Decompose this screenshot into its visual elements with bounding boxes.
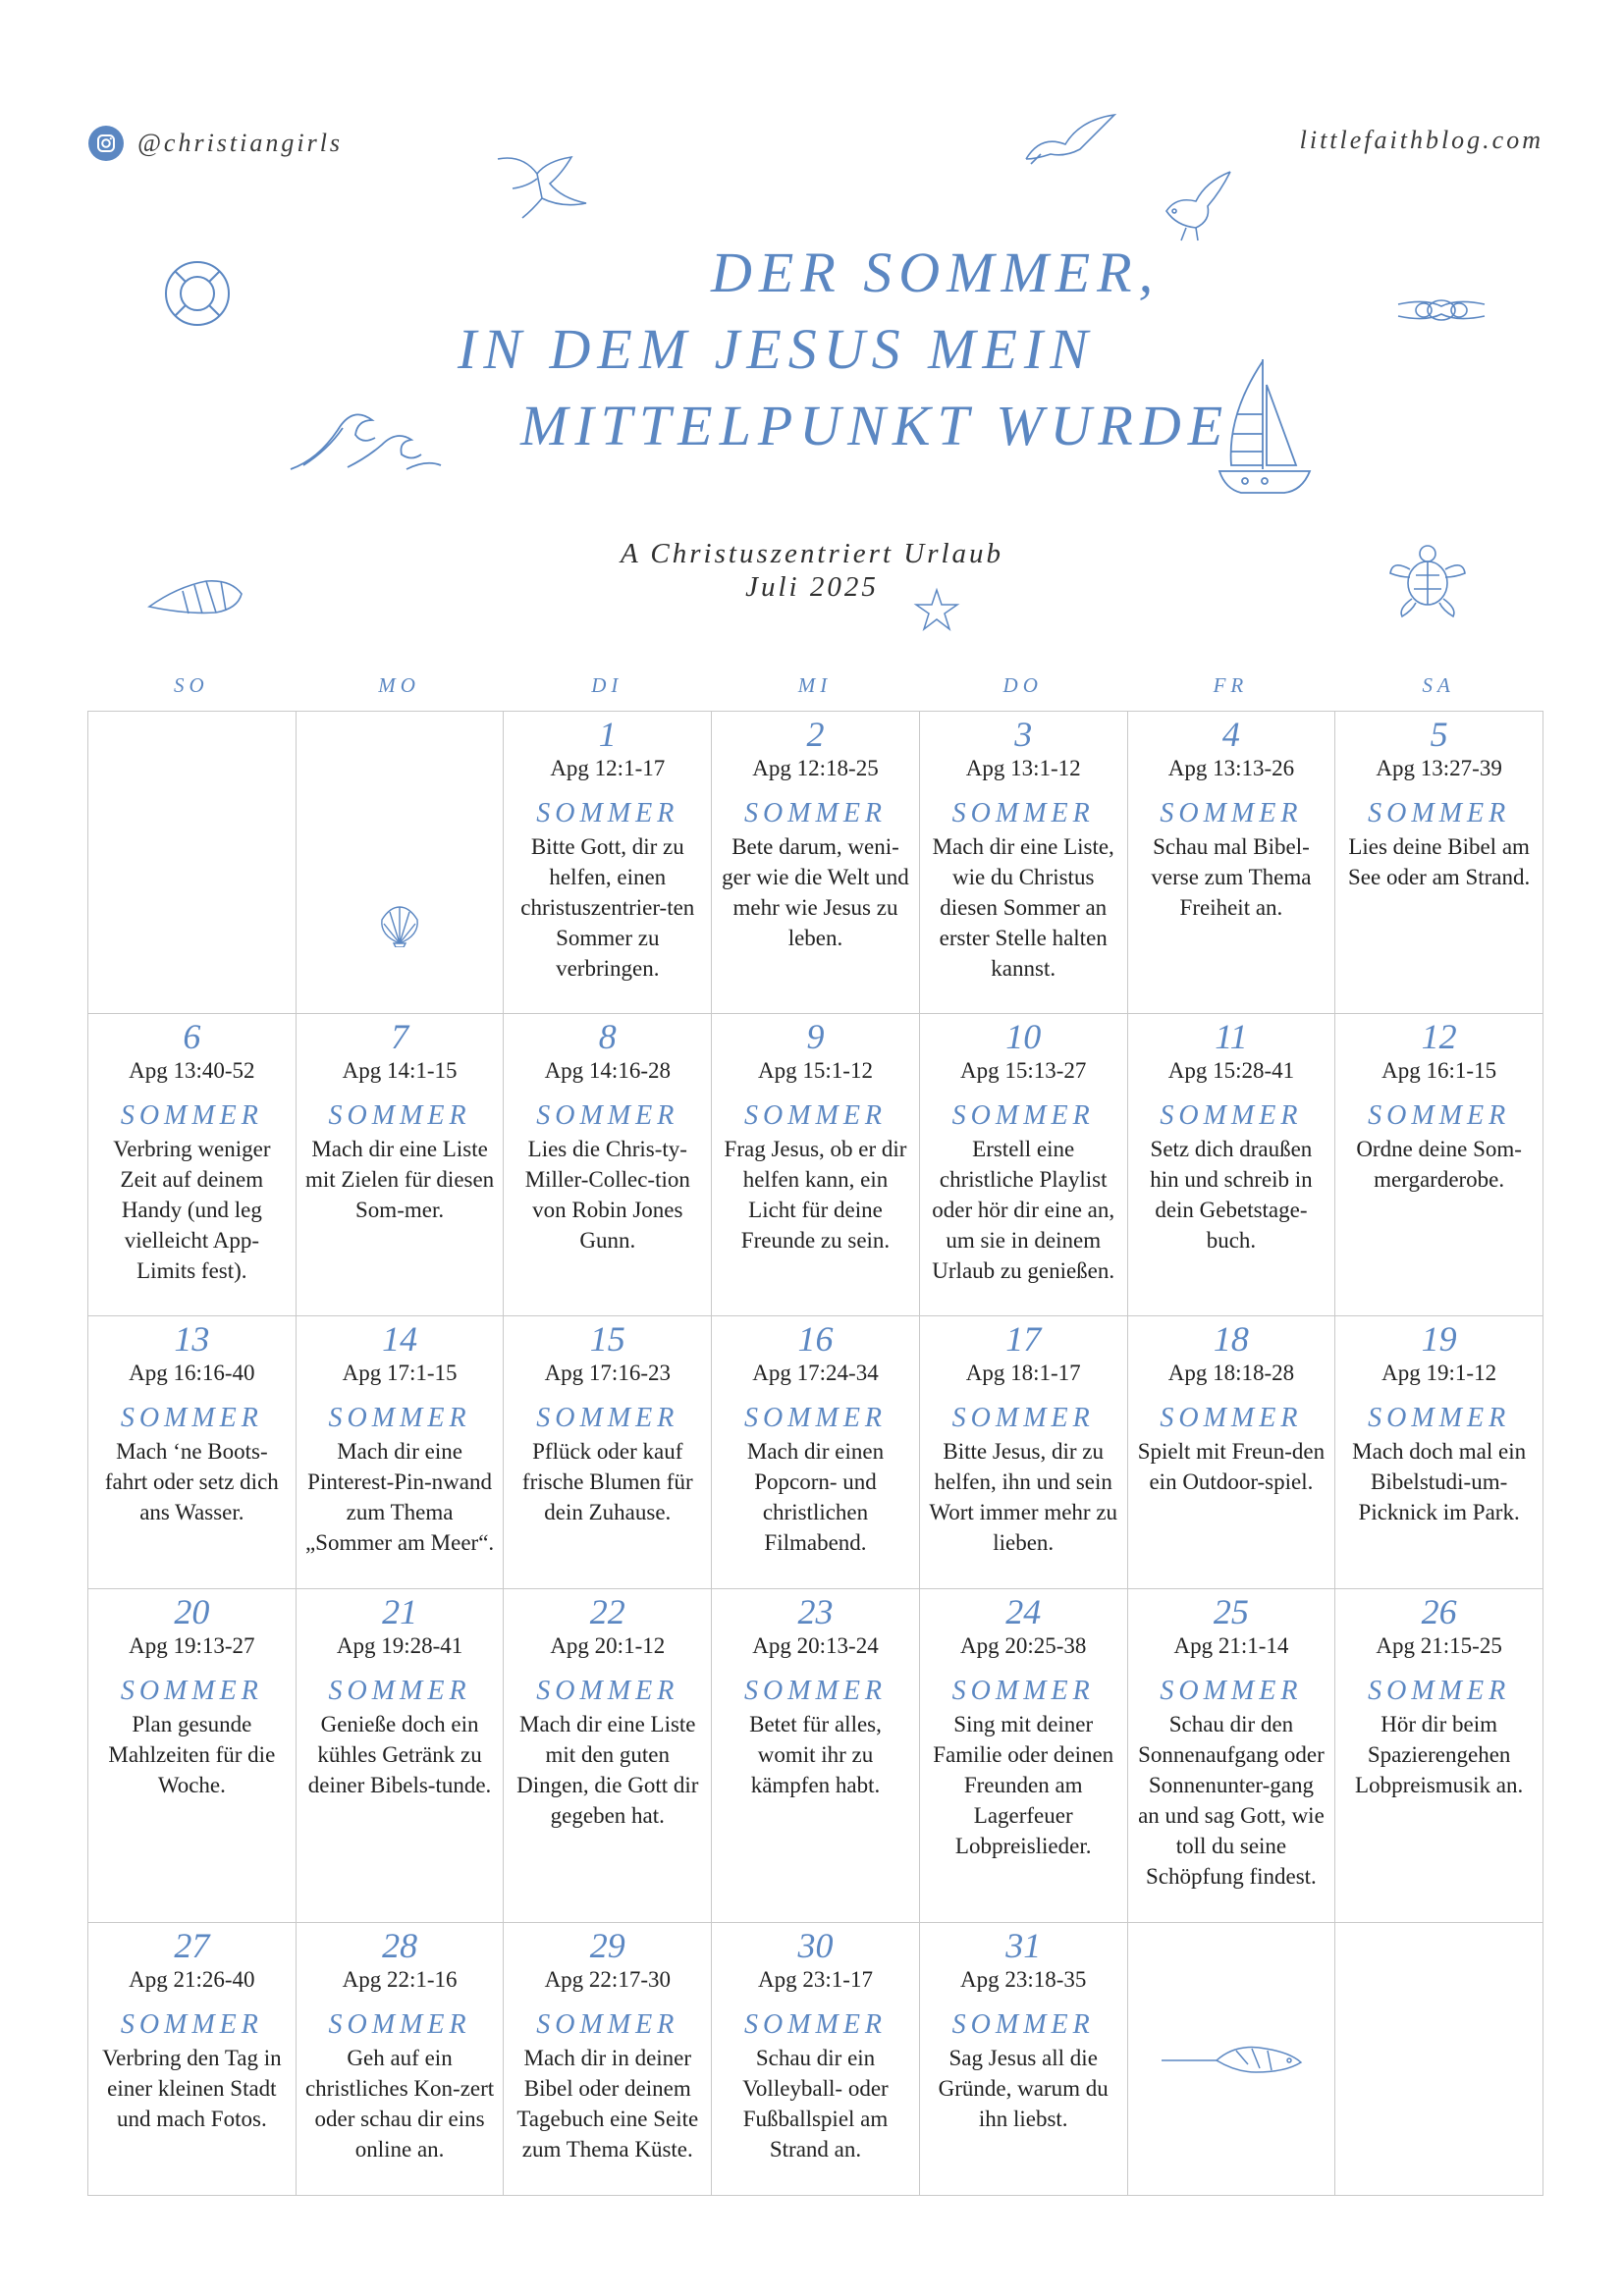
bible-reference: Apg 19:28-41 [336, 1633, 463, 1658]
weekday-label: DI [591, 673, 623, 697]
day-number: 13 [174, 1319, 210, 1359]
daily-task: Lies deine Bibel am See oder am Strand. [1348, 834, 1531, 889]
daily-task: Schau dir ein Volleyball- oder Fußballspiel am Strand an. [742, 2046, 889, 2162]
title-line-2: IN DEM JESUS MEIN [458, 317, 1095, 381]
day-number: 8 [598, 1017, 617, 1056]
day-number: 7 [391, 1017, 409, 1056]
subtitle: A Christuszentriert Urlaub [620, 538, 1004, 569]
calendar-day-cell [504, 1923, 712, 2196]
day-number: 24 [1005, 1592, 1042, 1631]
calendar-day-cell [1335, 1316, 1543, 1589]
day-number: 4 [1221, 715, 1240, 754]
instagram-handle[interactable] [88, 126, 343, 161]
sommer-label: SOMMER [120, 1100, 263, 1131]
sommer-label: SOMMER [951, 798, 1095, 828]
sommer-label: SOMMER [536, 2009, 679, 2040]
weekday-label: MI [797, 673, 833, 697]
sommer-label: SOMMER [1160, 798, 1303, 828]
daily-task: Hör dir beim Spazierengehen Lobpreismusik an. [1355, 1712, 1524, 1797]
day-number: 31 [1005, 1926, 1042, 1965]
daily-task: Schau dir den Sonnenaufgang oder Sonnenunter-gang an und sag Gott, wie toll du seine Schöpfung findest. [1138, 1712, 1325, 1889]
sommer-label: SOMMER [1160, 1100, 1303, 1131]
daily-task: Mach dir eine Liste mit den guten Dingen, die Gott dir gegeben hat. [516, 1712, 699, 1828]
day-number: 2 [806, 715, 825, 754]
calendar-day-cell [920, 1316, 1128, 1589]
sommer-label: SOMMER [328, 1676, 471, 1706]
sommer-label: SOMMER [328, 1403, 471, 1433]
sommer-label: SOMMER [1368, 798, 1511, 828]
calendar-day-cell [504, 1014, 712, 1316]
daily-task: Schau mal Bibel-verse zum Thema Freiheit an. [1151, 834, 1312, 920]
calendar-day-cell [712, 1923, 920, 2196]
day-number: 6 [183, 1017, 201, 1056]
day-number: 14 [382, 1319, 418, 1359]
sommer-label: SOMMER [743, 1100, 888, 1131]
calendar-day-cell [1335, 1589, 1543, 1923]
bible-reference: Apg 19:1-12 [1381, 1361, 1497, 1385]
sommer-label: SOMMER [536, 1403, 679, 1433]
bible-reference: Apg 17:16-23 [544, 1361, 671, 1385]
bible-reference: Apg 14:16-28 [544, 1058, 671, 1083]
sommer-label: SOMMER [1160, 1676, 1303, 1706]
day-number: 17 [1005, 1319, 1042, 1359]
calendar-day-cell [88, 1014, 297, 1316]
calendar-day-cell [712, 1589, 920, 1923]
bible-reference: Apg 22:17-30 [544, 1967, 671, 1992]
bible-reference: Apg 21:26-40 [129, 1967, 255, 1992]
daily-task: Mach dir einen Popcorn- und christlichen Filmabend. [746, 1439, 885, 1555]
daily-task: Bete darum, weni-ger wie die Welt und mehr wie Jesus zu leben. [722, 834, 909, 950]
daily-task: Sag Jesus all die Gründe, warum du ihn liebst. [938, 2046, 1109, 2131]
calendar-day-cell [88, 1589, 297, 1923]
sommer-label: SOMMER [1368, 1100, 1511, 1131]
fish-icon [1158, 2039, 1305, 2078]
bible-reference: Apg 15:13-27 [959, 1058, 1087, 1083]
sommer-label: SOMMER [743, 798, 888, 828]
day-number: 15 [589, 1319, 625, 1359]
calendar-day-cell [712, 712, 920, 1014]
calendar-day-cell [297, 1923, 505, 2196]
bible-reference: Apg 16:16-40 [129, 1361, 255, 1385]
day-number: 5 [1430, 715, 1448, 754]
seagull-icon [493, 149, 596, 223]
sommer-label: SOMMER [951, 1403, 1095, 1433]
daily-task: Mach dir eine Liste, wie du Christus diesen Sommer an erster Stelle halten kannst. [932, 834, 1114, 981]
calendar-empty-cell [1335, 1923, 1543, 2196]
bible-reference: Apg 20:13-24 [752, 1633, 879, 1658]
daily-task: Mach doch mal ein Bibelstudi-um-Picknick im Park. [1352, 1439, 1527, 1524]
daily-task: Geh auf ein christliches Kon-zert oder schau dir eins online an. [304, 2046, 495, 2162]
day-number: 10 [1005, 1017, 1042, 1056]
sommer-label: SOMMER [536, 1676, 679, 1706]
day-number: 1 [598, 715, 617, 754]
sommer-label: SOMMER [1368, 1676, 1511, 1706]
day-number: 23 [797, 1592, 834, 1631]
bible-reference: Apg 23:18-35 [959, 1967, 1087, 1992]
bible-reference: Apg 17:1-15 [342, 1361, 458, 1385]
daily-task: Genieße doch ein kühles Getränk zu deiner Bibels-tunde. [307, 1712, 492, 1797]
sommer-label: SOMMER [328, 1100, 471, 1131]
calendar-day-cell [712, 1316, 920, 1589]
calendar-day-cell [297, 1014, 505, 1316]
bible-reference: Apg 14:1-15 [342, 1058, 458, 1083]
weekday-label: DO [1002, 673, 1043, 697]
sea-turtle-icon [1386, 540, 1469, 620]
day-number: 16 [797, 1319, 834, 1359]
bible-reference: Apg 13:1-12 [965, 756, 1081, 780]
calendar-day-cell [920, 1923, 1128, 2196]
calendar-day-cell [504, 1589, 712, 1923]
weekday-header [87, 673, 1543, 698]
day-number: 3 [1014, 715, 1033, 754]
daily-task: Erstell eine christliche Playlist oder hör dir eine an, um sie in deinem Urlaub zu genießen. [932, 1137, 1115, 1283]
bible-reference: Apg 15:28-41 [1167, 1058, 1295, 1083]
calendar-day-cell [1128, 1014, 1336, 1316]
calendar-day-cell [504, 1316, 712, 1589]
calendar-day-cell [504, 712, 712, 1014]
daily-task: Verbring weniger Zeit auf deinem Handy (und leg vielleicht App-Limits fest). [113, 1137, 271, 1283]
daily-task: Sing mit deiner Familie oder deinen Freunden am Lagerfeuer Lobpreislieder. [933, 1712, 1114, 1858]
bible-reference: Apg 12:1-17 [550, 756, 666, 780]
calendar-day-cell [712, 1014, 920, 1316]
calendar-day-cell [920, 712, 1128, 1014]
day-number: 27 [174, 1926, 210, 1965]
day-number: 22 [589, 1592, 625, 1631]
day-number: 30 [797, 1926, 834, 1965]
bible-reference: Apg 17:24-34 [752, 1361, 879, 1385]
flying-seagull-icon [1021, 110, 1119, 169]
instagram-handle-text: @christiangirls [137, 129, 344, 157]
calendar-empty-cell [88, 712, 297, 1014]
bible-reference: Apg 18:18-28 [1167, 1361, 1295, 1385]
sommer-label: SOMMER [951, 1100, 1095, 1131]
weekday-label: FR [1213, 673, 1249, 697]
daily-task: Verbring den Tag in einer kleinen Stadt und mach Fotos. [102, 2046, 282, 2131]
sommer-label: SOMMER [536, 1100, 679, 1131]
sommer-label: SOMMER [120, 1403, 263, 1433]
wave-icon [289, 400, 444, 473]
day-number: 20 [174, 1592, 210, 1631]
daily-task: Frag Jesus, ob er dir helfen kann, ein Licht für deine Freunde zu sein. [724, 1137, 907, 1253]
daily-task: Betet für alles, womit ihr zu kämpfen habt. [749, 1712, 882, 1797]
sommer-label: SOMMER [743, 1676, 888, 1706]
calendar-day-cell [1128, 712, 1336, 1014]
month-label: Juli 2025 [745, 571, 879, 603]
life-ring-icon [161, 257, 234, 330]
calendar-grid [87, 711, 1543, 2196]
seagull-sitting-icon [1157, 167, 1235, 243]
title-line-3: MITTELPUNKT WURDE [520, 394, 1230, 457]
bible-reference: Apg 18:1-17 [965, 1361, 1081, 1385]
bible-reference: Apg 21:1-14 [1173, 1633, 1289, 1658]
weekday-label: SO [174, 673, 209, 697]
sommer-label: SOMMER [328, 2009, 471, 2040]
calendar-day-cell [920, 1014, 1128, 1316]
sommer-label: SOMMER [951, 2009, 1095, 2040]
bible-reference: Apg 15:1-12 [758, 1058, 873, 1083]
rope-knot-icon [1396, 291, 1487, 330]
bible-reference: Apg 12:18-25 [752, 756, 879, 780]
seashell-icon [147, 569, 245, 616]
daily-task: Lies die Chris-ty-Miller-Collec-tion von Robin Jones Gunn. [524, 1137, 690, 1253]
daily-task: Mach dir eine Pinterest-Pin-nwand zum Thema „Sommer am Meer“. [304, 1439, 495, 1555]
day-number: 12 [1421, 1017, 1457, 1056]
calendar-day-cell [297, 1316, 505, 1589]
weekday-label: MO [378, 673, 420, 697]
calendar-day-cell [88, 1923, 297, 2196]
bible-reference: Apg 20:25-38 [959, 1633, 1087, 1658]
sommer-label: SOMMER [743, 1403, 888, 1433]
day-number: 18 [1213, 1319, 1249, 1359]
bible-reference: Apg 20:1-12 [550, 1633, 666, 1658]
day-number: 9 [806, 1017, 825, 1056]
weekday-label: SA [1422, 673, 1455, 697]
day-number: 19 [1421, 1319, 1457, 1359]
daily-task: Bitte Jesus, dir zu helfen, ihn und sein Wort immer mehr zu lieben. [929, 1439, 1118, 1555]
bible-reference: Apg 13:27-39 [1376, 756, 1502, 780]
day-number: 29 [589, 1926, 625, 1965]
calendar-day-cell [88, 1316, 297, 1589]
calendar-day-cell [1335, 712, 1543, 1014]
bible-reference: Apg 21:15-25 [1376, 1633, 1502, 1658]
day-number: 11 [1215, 1017, 1248, 1056]
calendar-day-cell [920, 1589, 1128, 1923]
sommer-label: SOMMER [120, 2009, 263, 2040]
sommer-label: SOMMER [743, 2009, 888, 2040]
sommer-label: SOMMER [951, 1676, 1095, 1706]
bible-reference: Apg 13:13-26 [1167, 756, 1295, 780]
daily-task: Setz dich draußen hin und schreib in dein Gebetstage-buch. [1150, 1137, 1313, 1253]
scallop-shell-icon [376, 904, 423, 947]
daily-task: Spielt mit Freun-den ein Outdoor-spiel. [1137, 1439, 1326, 1494]
calendar-day-cell [1335, 1014, 1543, 1316]
title-line-1: DER SOMMER, [711, 240, 1161, 304]
bible-reference: Apg 16:1-15 [1381, 1058, 1497, 1083]
day-number: 21 [382, 1592, 418, 1631]
website-link[interactable]: littlefaithblog.com [1299, 126, 1543, 154]
daily-task: Mach dir eine Liste mit Zielen für diesen Som-mer. [304, 1137, 495, 1222]
daily-task: Mach ‘ne Boots-fahrt oder setz dich ans Wasser. [104, 1439, 279, 1524]
bible-reference: Apg 23:1-17 [758, 1967, 873, 1992]
calendar-day-cell [1128, 1316, 1336, 1589]
day-number: 25 [1213, 1592, 1249, 1631]
bible-reference: Apg 13:40-52 [129, 1058, 255, 1083]
daily-task: Bitte Gott, dir zu helfen, einen christuszentrier-ten Sommer zu verbringen. [520, 834, 695, 981]
sommer-label: SOMMER [120, 1676, 263, 1706]
sommer-label: SOMMER [1160, 1403, 1303, 1433]
bible-reference: Apg 22:1-16 [342, 1967, 458, 1992]
sommer-label: SOMMER [536, 798, 679, 828]
calendar-day-cell [1128, 1589, 1336, 1923]
calendar-empty-cell [1128, 1923, 1336, 2196]
daily-task: Ordne deine Som-mergarderobe. [1356, 1137, 1522, 1192]
calendar-empty-cell [297, 712, 505, 1014]
day-number: 28 [382, 1926, 418, 1965]
daily-task: Plan gesunde Mahlzeiten für die Woche. [108, 1712, 276, 1797]
bible-reference: Apg 19:13-27 [129, 1633, 255, 1658]
day-number: 26 [1421, 1592, 1457, 1631]
calendar-day-cell [297, 1589, 505, 1923]
instagram-icon [88, 126, 124, 161]
daily-task: Mach dir in deiner Bibel oder deinem Tagebuch eine Seite zum Thema Küste. [516, 2046, 699, 2162]
starfish-icon [913, 587, 960, 634]
sommer-label: SOMMER [1368, 1403, 1511, 1433]
sailboat-icon [1216, 355, 1314, 499]
daily-task: Pflück oder kauf frische Blumen für dein Zuhause. [521, 1439, 693, 1524]
